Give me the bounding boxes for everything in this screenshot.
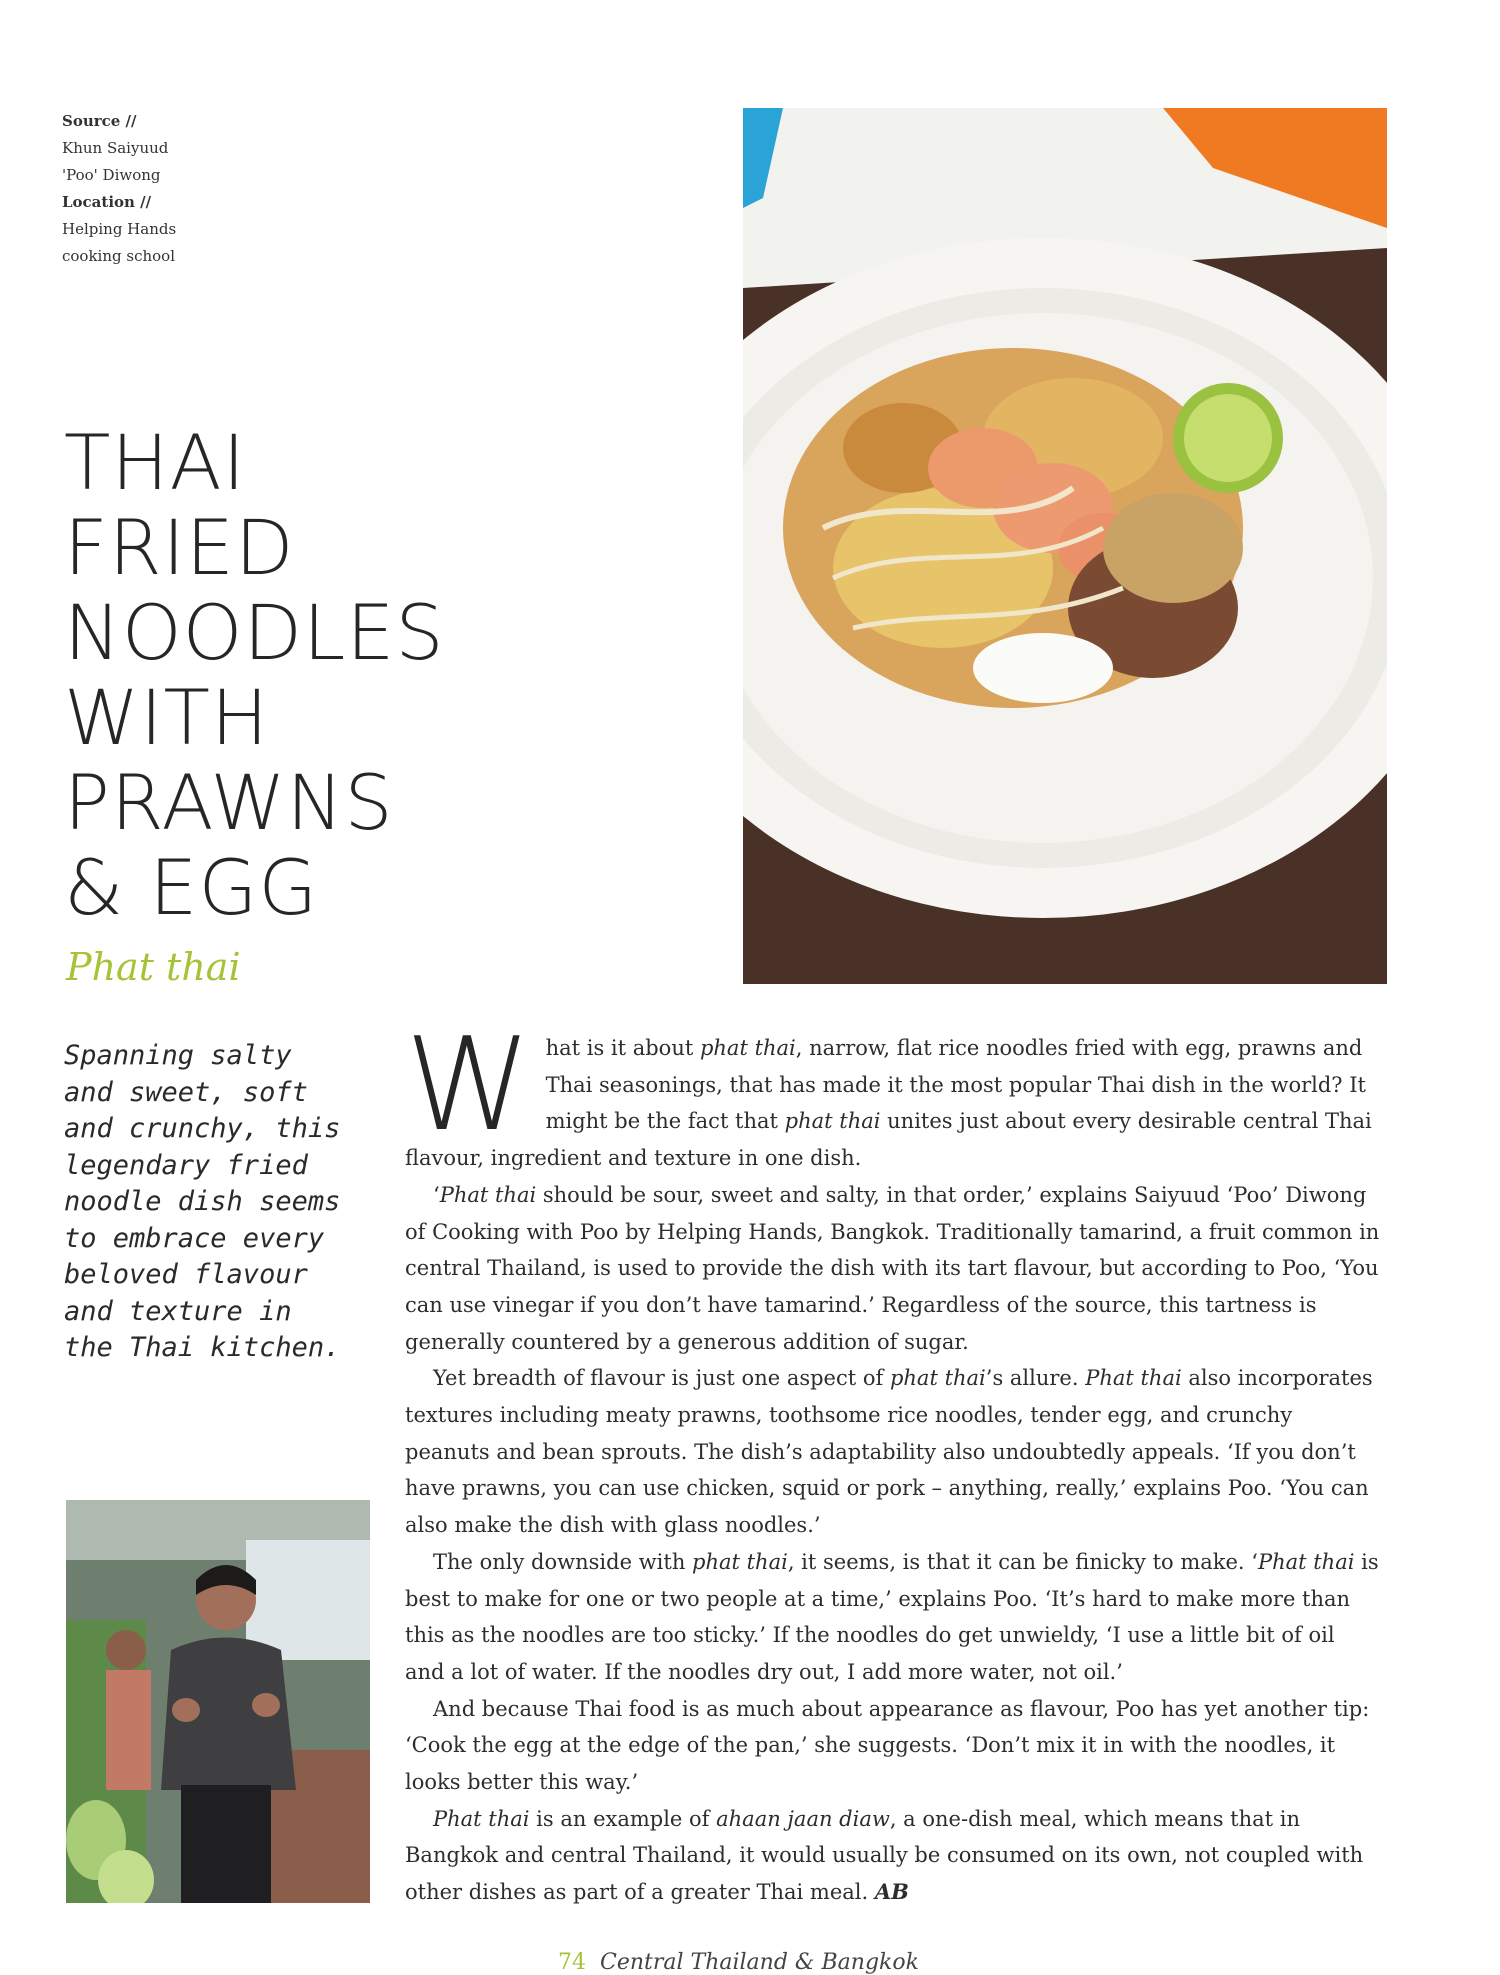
article-paragraph [405, 1544, 1380, 1691]
text-run: also incorporates textures including meaty prawns, toothsome rice noodles, tender egg, and crunchy peanuts and bean sprouts. The dish’s adaptability also undoubtedly appeals. ‘If you don’t have prawns, you can use chicken, squid or pork – anything, really,’ explains Poo. ‘You can also make the dish with glass noodles.’ [405, 1366, 1373, 1538]
article-body [405, 1011, 1380, 1911]
location-line-1: Helping Hands [62, 220, 177, 238]
author-initials: AB [874, 1879, 909, 1905]
italic-term: phat thai [784, 1109, 881, 1134]
text-run: should be sour, sweet and salty, in that order,’ explains Saiyuud ‘Poo’ Diwong of Cooking with Poo by Helping Hands, Bangkok. Traditionally tamarind, a fruit common in central Thailand, is used to provide the dish with its tart flavour, but according to Poo, ‘You can use vinegar if you don’t have tamarind.’ Regardless of the source, this tartness is generally countered by a generous addition of sugar. [405, 1182, 1380, 1354]
text-run: ‘ [433, 1182, 440, 1207]
location-line-2: cooking school [62, 247, 175, 265]
italic-term: Phat thai [1085, 1366, 1182, 1391]
text-run: Yet breadth of flavour is just one aspect of [433, 1366, 890, 1391]
page-number: 74 [558, 1950, 586, 1975]
standfirst: Spanning salty and sweet, soft and crunchy, this legendary fried noodle dish seems to embrace every beloved flavour and texture in the Thai kitchen. [64, 1040, 341, 1363]
phat-thai-illustration [743, 108, 1387, 984]
text-run: The only downside with [433, 1549, 693, 1574]
italic-term: ahaan jaan diaw [716, 1806, 890, 1831]
location-label: Location // [62, 193, 152, 211]
article-paragraph [405, 1011, 1380, 1177]
italic-term: phat thai [699, 1036, 796, 1060]
source-label: Source // [62, 112, 137, 130]
italic-term: Phat thai [433, 1806, 530, 1831]
phat-thai-photo [743, 108, 1387, 984]
italic-term: phat thai [889, 1366, 986, 1391]
source-name-line-2: 'Poo' Diwong [62, 166, 161, 184]
text-run: And because Thai food is as much about appearance as flavour, Poo has yet another tip: ‘Cook the egg at the edge of the pan,’ she suggests. ‘Don’t mix it in with the noodles, it looks better this way.’ [405, 1696, 1370, 1795]
italic-term: Phat thai [439, 1182, 537, 1207]
title-line: PRAWNS [64, 758, 394, 847]
photo-credits [62, 108, 222, 270]
drop-cap: W [405, 1011, 532, 1160]
title-line: & EGG [64, 843, 319, 932]
title-line: THAI [64, 418, 246, 507]
section-name: Central Thailand & Bangkok [600, 1950, 919, 1975]
title-line: NOODLES [64, 588, 445, 677]
chef-market-illustration [66, 1500, 370, 1903]
article-paragraph [405, 1801, 1380, 1911]
recipe-title [64, 420, 504, 930]
text-run: unites just about every desirable central Thai flavour, ingredient and texture in one dish. [405, 1109, 1372, 1171]
title-line: WITH [64, 673, 270, 762]
italic-term: phat thai [692, 1549, 788, 1574]
source-name-line-1: Khun Saiyuud [62, 139, 169, 157]
article-paragraph [405, 1691, 1380, 1801]
chef-market-photo [66, 1500, 370, 1903]
italic-term: Phat thai [1257, 1549, 1355, 1574]
recipe-subtitle: Phat thai [66, 945, 241, 989]
article-paragraph [405, 1177, 1380, 1361]
text-run: hat is it about [545, 1036, 700, 1060]
text-run: , it seems, is that it can be finicky to make. ‘ [787, 1549, 1258, 1574]
title-line: FRIED [64, 503, 295, 592]
text-run: is best to make for one or two people at a time,’ explains Poo. ‘It’s hard to make more than this as the noodles are too sticky.’ If the noodles do get unwieldy, ‘I use a little bit of oil and a lot of water. If the noodles dry out, I add more water, not oil.’ [405, 1549, 1379, 1684]
text-run: , narrow, flat rice noodles fried with egg, prawns and Thai seasonings, that has made it the most popular Thai dish in the world? It might be the fact that [545, 1036, 1366, 1134]
article-paragraph [405, 1360, 1380, 1544]
page-footer [558, 1950, 919, 1975]
text-run: is an example of [529, 1806, 717, 1831]
text-run: , a one-dish meal, which means that in Bangkok and central Thailand, it would usually be consumed on its own, not coupled with other dishes as part of a greater Thai meal. [405, 1806, 1364, 1905]
text-run: ’s allure. [985, 1366, 1086, 1391]
